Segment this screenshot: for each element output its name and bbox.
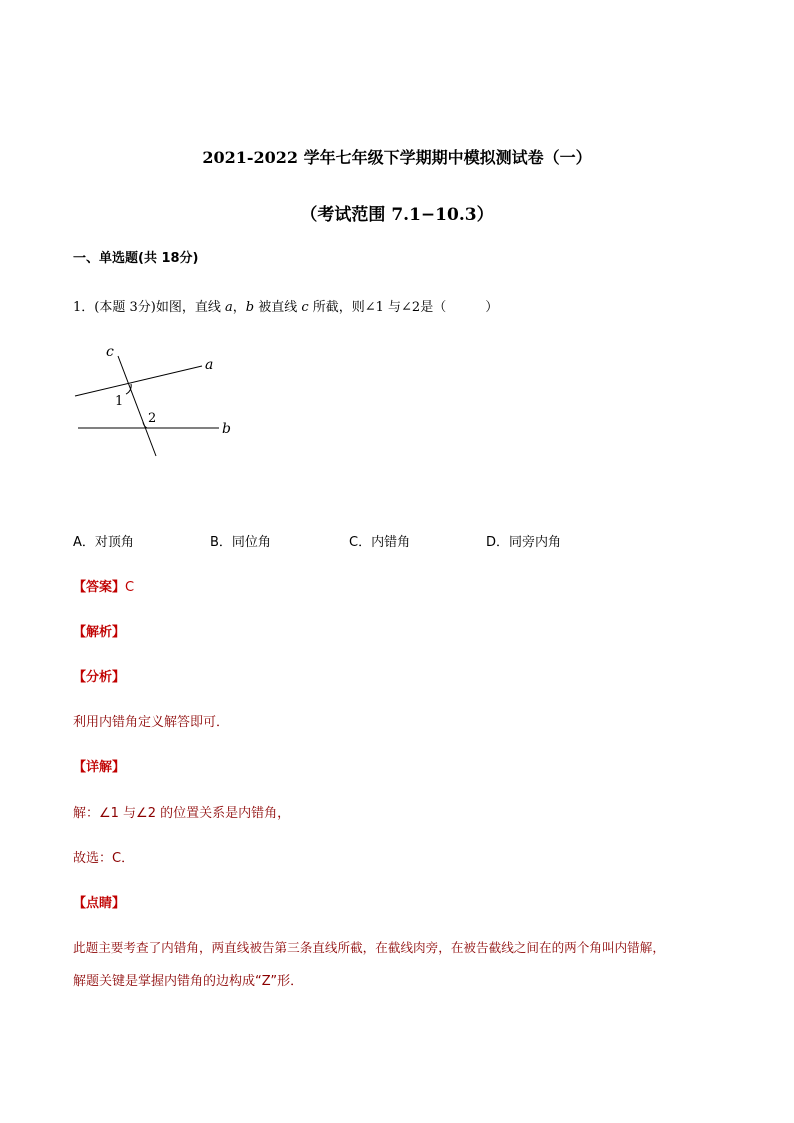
option-b: B．同位角 [210,535,271,550]
angle-2-arc [143,422,147,428]
question-mid: 被直线 [254,300,302,315]
page-subtitle: （考试范围 7.1−10.3） [300,205,494,225]
line-c [118,356,156,456]
var-b: b [245,300,255,315]
var-a: a [224,300,233,315]
option-c: C．内错角 [349,535,411,550]
label-a: a [205,357,214,373]
detail-line-2: 故选：C． [73,851,135,866]
detail-label: 【详解】 [73,760,126,775]
answer-label: 【答案】 [73,580,126,595]
answer-line [73,576,134,595]
question-prefix: 1．(本题 3分)如图，直线 [73,300,225,315]
label-1: 1 [115,394,124,409]
comment-line-1: 此题主要考查了内错角，两直线被告第三条直线所截，在截线肉旁，在被告截线之间在的两个角叫内错解， [73,940,665,955]
analysis-label: 【解析】 [73,625,126,640]
question-suffix: 所截，则∠1 与∠2是（ ） [308,300,499,315]
label-b: b [222,421,231,437]
label-c: c [106,344,114,360]
fenxi-text: 利用内错角定义解答即可． [73,715,230,730]
fenxi-label: 【分析】 [73,670,126,685]
line-a [75,366,202,396]
comment-line-2: 解题关键是掌握内错角的边构成“Z”形． [73,974,304,989]
page-title: 2021-2022 学年七年级下学期期中模拟测试卷（一） [202,148,592,167]
var-c: c [301,300,309,315]
label-2: 2 [148,411,157,426]
comment-label: 【点睛】 [73,896,126,911]
answer-value: C [125,580,135,595]
detail-line-1: 解：∠1 与∠2 的位置关系是内错角， [73,806,291,821]
question-sep: ， [232,300,246,315]
angle-1-arc [126,384,131,394]
section-heading: 一、单选题(共 18分) [73,251,199,266]
option-d: D．同旁内角 [486,535,562,550]
option-a: A．对顶角 [73,535,134,550]
